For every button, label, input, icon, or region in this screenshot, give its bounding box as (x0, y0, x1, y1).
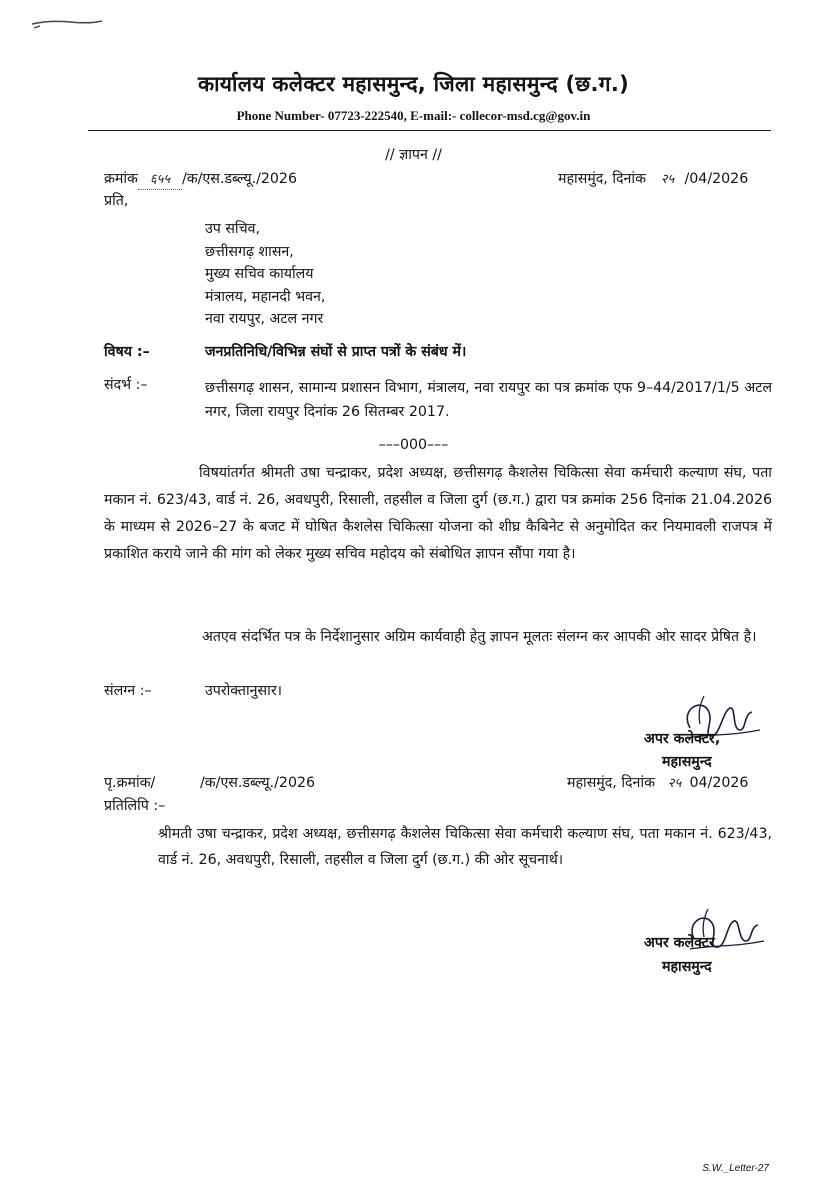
endorsement-signatory-title: अपर कलेक्टर (644, 935, 715, 951)
memo-reference (104, 170, 297, 190)
contact-line: Phone Number- 07723-222540, E-mail:- collecor-msd.cg@gov.in (236, 108, 591, 123)
ref-prefix: क्रमांक (104, 171, 138, 187)
recipient-block (205, 218, 325, 331)
to-label: प्रति, (104, 193, 129, 209)
place-date-prefix: महासमुंद, दिनांक (558, 171, 646, 187)
signatory-place: महासमुन्द (662, 754, 712, 770)
memo-heading: // ज्ञापन // (385, 147, 442, 163)
memo-place-date (558, 170, 748, 189)
endorsement-ref-prefix: पृ.क्रमांक/ (104, 775, 156, 791)
date-suffix: /04/2026 (684, 171, 749, 187)
recipient-line: मुख्य सचिव कार्यालय (205, 266, 314, 282)
header-divider (88, 130, 771, 131)
subject-text: जनप्रतिनिधि/विभिन्न संघों से प्राप्त पत्रों के संबंध में। (205, 344, 467, 360)
subject-label: विषय :– (104, 344, 150, 360)
date-suffix: 04/2026 (689, 775, 749, 791)
office-title: कार्यालय कलेक्टर महासमुन्द, जिला महासमुन्द (छ.ग.) (197, 72, 630, 96)
date-day-handwritten: २५ (667, 776, 682, 791)
reference-label: संदर्भ :– (104, 377, 148, 393)
recipient-line: नवा रायपुर, अटल नगर (205, 311, 324, 327)
separator: –––000––– (378, 437, 449, 453)
recipient-line: मंत्रालय, महानदी भवन, (205, 288, 326, 305)
document-code: S.W._Letter-27 (702, 1163, 769, 1174)
body-paragraph-1: विषयांतर्गत श्रीमती उषा चन्द्राकर, प्रदेश अध्यक्ष, छत्तीसगढ़ कैशलेस चिकित्सा सेवा कर्मचारी कल्याण संघ, पता मकान नं. 623/43, वार्ड नं. 26, अवधपुरी, रिसाली, तहसील व जिला दुर्ग (छ.ग.) द्वारा पत्र क्रमांक 256 दिनांक 21.04.2026 के माध्यम से 2026–27 के बजट में घोषित कैशलेस चिकित्सा योजना को शीघ्र कैबिनेट से अनुमोदित कर नियमावली राजपत्र में प्रकाशित कराये जाने की मांग को लेकर मुख्य सचिव महोदय को संबोधित ज्ञापन सौंपा गया है। (104, 465, 772, 562)
signatory-title: अपर कलेक्टर, (644, 731, 721, 747)
recipient-line: उप सचिव, (205, 221, 261, 237)
endorsement-ref-suffix: /क/एस.डब्ल्यू./2026 (200, 775, 316, 791)
body-paragraph-2: अतएव संदर्भित पत्र के निर्देशानुसार अग्रिम कार्यवाही हेतु ज्ञापन मूलतः संलग्न कर आपकी ओर सादर प्रेषित है। (202, 629, 757, 645)
copy-label: प्रतिलिपि :– (104, 798, 166, 814)
enclosure-text: उपरोक्तानुसार। (205, 683, 282, 699)
recipient-line: छत्तीसगढ़ शासन, (205, 243, 294, 260)
ref-number-handwritten: ६५५ (138, 170, 182, 190)
pen-mark-icon (30, 14, 90, 34)
endorsement-place-date (567, 774, 748, 793)
enclosure-label: संलग्न :– (104, 683, 152, 699)
endorsement-signatory-place: महासमुन्द (662, 959, 712, 975)
place-date-prefix: महासमुंद, दिनांक (567, 775, 655, 791)
reference-text: छत्तीसगढ़ शासन, सामान्य प्रशासन विभाग, मंत्रालय, नवा रायपुर का पत्र क्रमांक एफ 9–44/2017/1/5 अटल नगर, जिला रायपुर दिनांक 26 सितम्बर 2017. (205, 380, 772, 420)
date-day-handwritten: २५ (660, 172, 675, 187)
ref-suffix: /क/एस.डब्ल्यू./2026 (181, 171, 297, 187)
copy-text: श्रीमती उषा चन्द्राकर, प्रदेश अध्यक्ष, छत्तीसगढ़ कैशलेस चिकित्सा सेवा कर्मचारी कल्याण संघ, पता मकान नं. 623/43, वार्ड नं. 26, अवधपुरी, रिसाली, तहसील व जिला दुर्ग (छ.ग.) की ओर सूचनार्थ। (158, 826, 772, 868)
